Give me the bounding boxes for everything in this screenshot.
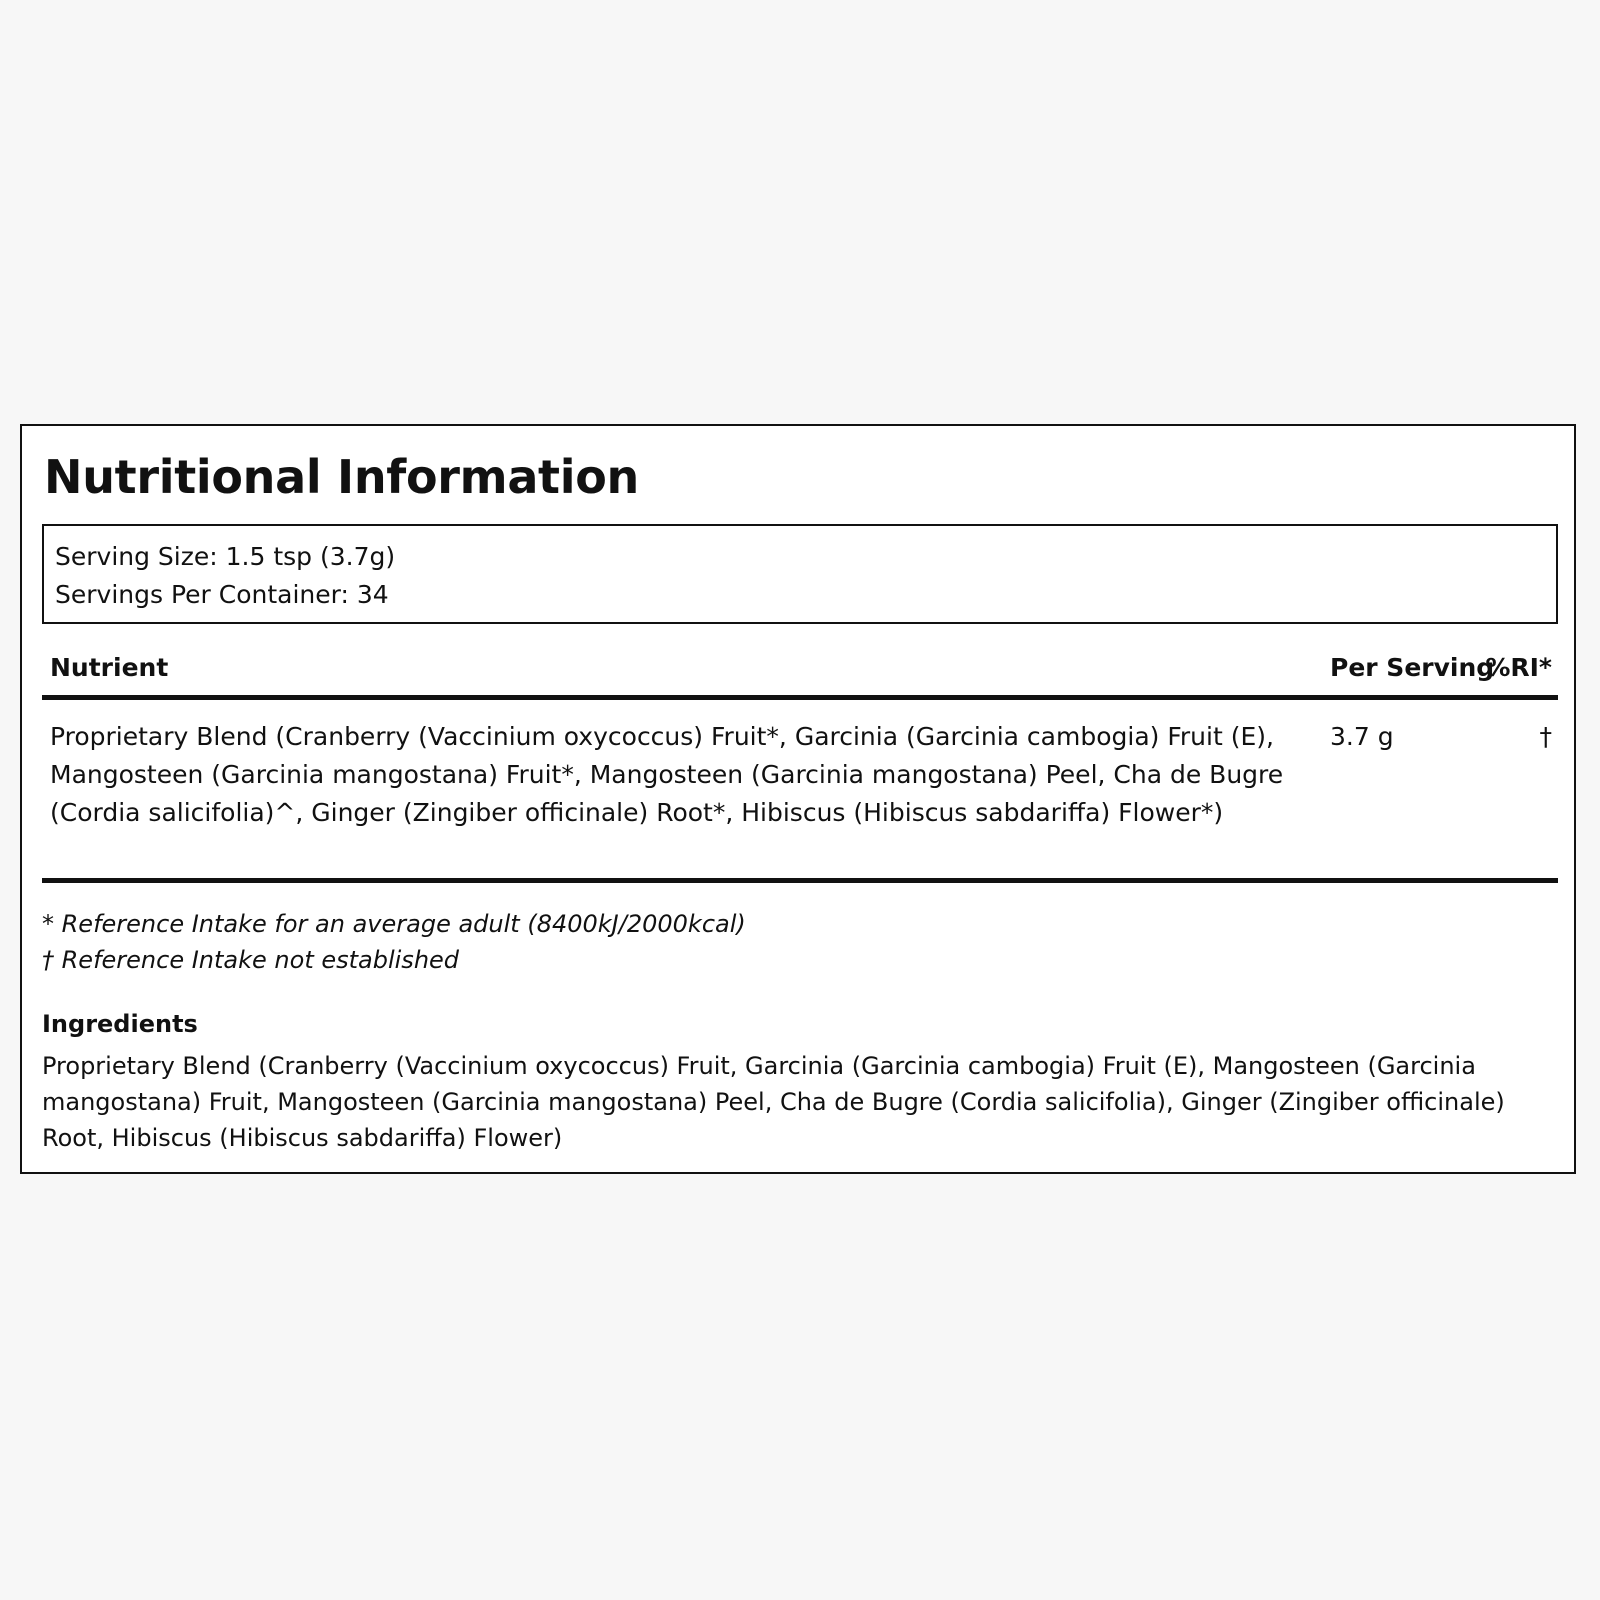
header-nutrient: Nutrient bbox=[50, 653, 169, 682]
ingredients-text: Proprietary Blend (Cranberry (Vaccinium oxycoccus) Fruit, Garcinia (Garcinia cambogia) Fruit (E), Mangosteen (Garcinia mangostana) Fruit, Mangosteen (Garcinia mangostana) Peel, Cha de Bugre (Cordia salicifolia), Ginger (Zingiber officinale) Root, Hibiscus (Hibiscus sabdariffa) Flower) bbox=[42, 1052, 1505, 1152]
header-ri: %RI* bbox=[1485, 653, 1552, 682]
footnote-dagger: † Reference Intake not established bbox=[42, 946, 460, 974]
footnote-ri: * Reference Intake for an average adult (8400kJ/2000kcal) bbox=[42, 910, 746, 938]
row-nutrient: Proprietary Blend (Cranberry (Vaccinium oxycoccus) Fruit*, Garcinia (Garcinia cambogia) Fruit (E), Mangosteen (Garcinia mangostana) Fruit*, Mangosteen (Garcinia mangostana) Peel, Cha de Bugre (Cordia salicifolia)^, Ginger (Zingiber officinale) Root*, Hibiscus (Hibiscus sabdariffa) Flower*) bbox=[50, 722, 1284, 827]
serving-info-box bbox=[42, 524, 1558, 624]
panel-title: Nutritional Information bbox=[44, 450, 639, 504]
table-row bbox=[42, 718, 1558, 874]
footnotes bbox=[42, 906, 1558, 978]
nutrient-table-header bbox=[42, 650, 1558, 686]
serving-size: Serving Size: 1.5 tsp (3.7g) bbox=[55, 542, 396, 571]
ingredients-heading: Ingredients bbox=[42, 1010, 198, 1038]
nutrition-panel bbox=[20, 424, 1576, 1174]
table-bottom-divider bbox=[42, 878, 1558, 883]
row-ri: † bbox=[1539, 722, 1552, 751]
header-per-serving: Per Serving bbox=[1330, 653, 1495, 682]
table-top-divider bbox=[42, 695, 1558, 700]
row-per-serving: 3.7 g bbox=[1330, 722, 1394, 751]
servings-per-container: Servings Per Container: 34 bbox=[55, 580, 389, 609]
